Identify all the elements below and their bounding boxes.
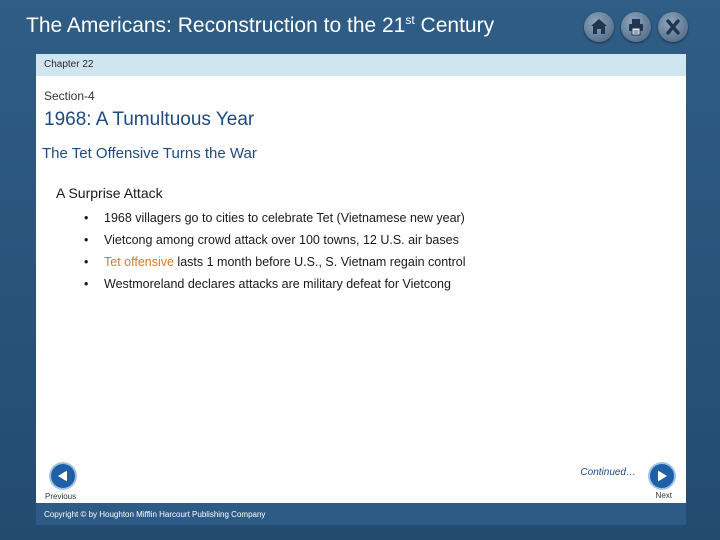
chapter-label: Chapter 22 <box>44 59 94 70</box>
app-title-end: Century <box>414 14 495 37</box>
bullet-item <box>84 251 466 273</box>
slide-content <box>36 76 686 503</box>
home-button[interactable] <box>584 12 614 42</box>
bullet-text: lasts 1 month before U.S., S. Vietnam regain control <box>173 255 466 269</box>
close-icon <box>658 12 688 42</box>
bullet-text: Westmoreland declares attacks are military defeat for Vietcong <box>104 277 451 291</box>
previous-label[interactable]: Previous <box>45 492 77 501</box>
arrow-left-icon <box>51 464 75 488</box>
section-label: Section-4 <box>44 89 95 103</box>
bullet-item <box>84 229 466 251</box>
arrow-right-icon <box>650 464 674 488</box>
bullet-text: Vietcong among crowd attack over 100 towns, 12 U.S. air bases <box>104 233 459 247</box>
app-title <box>26 12 494 40</box>
page-title: 1968: A Tumultuous Year <box>44 109 255 130</box>
next-button[interactable] <box>650 464 674 488</box>
close-button[interactable] <box>658 12 688 42</box>
app-title-superscript: st <box>405 13 415 27</box>
bullet-text: 1968 villagers go to cities to celebrate Tet (Vietnamese new year) <box>104 211 465 225</box>
chapter-bar <box>36 54 686 76</box>
print-button[interactable] <box>621 12 651 42</box>
title-bar <box>0 0 720 54</box>
slide-subtitle: The Tet Offensive Turns the War <box>42 145 257 162</box>
next-label[interactable]: Next <box>655 491 672 500</box>
continued-label: Continued… <box>580 467 636 478</box>
print-icon <box>621 12 651 42</box>
highlight-term: Tet offensive <box>104 255 174 269</box>
bullet-item <box>84 207 466 229</box>
topic-heading: A Surprise Attack <box>56 185 163 201</box>
bullet-item <box>84 273 466 295</box>
footer-bar <box>36 503 686 525</box>
app-title-main: The Americans: Reconstruction to the 21 <box>26 14 406 37</box>
bullet-list <box>84 207 466 295</box>
copyright-text: Copyright © by Houghton Mifflin Harcourt Publishing Company <box>44 510 266 519</box>
home-icon <box>584 12 614 42</box>
previous-button[interactable] <box>51 464 75 488</box>
